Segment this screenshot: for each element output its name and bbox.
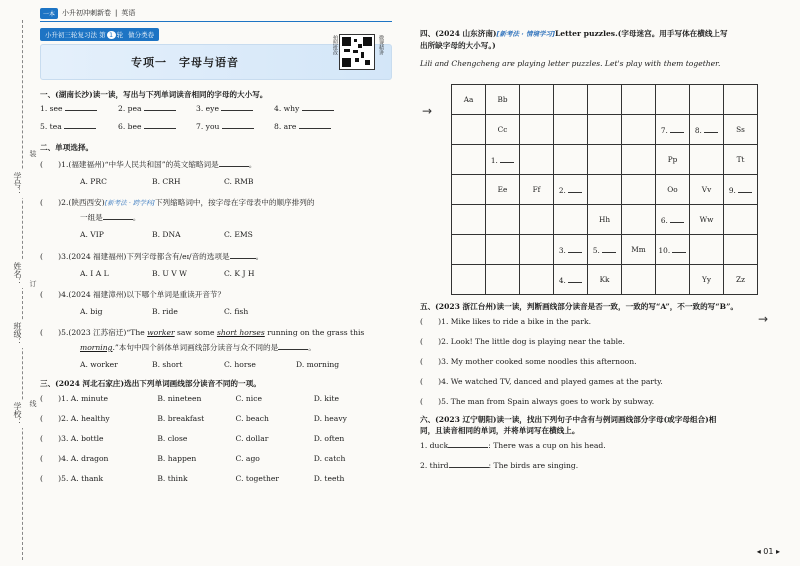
part1-item: 6. bee: [118, 118, 196, 136]
header-rule: [40, 21, 392, 22]
grid-cell: [690, 235, 724, 265]
grid-cell[interactable]: 4.: [554, 265, 588, 295]
grid-cell: [588, 175, 622, 205]
grid-cell: [452, 235, 486, 265]
binding-mark: 订: [29, 280, 37, 287]
question-2-3: ( )3.(2024 福建福州)下列字母都含有/eɪ/音的选项是 。: [40, 249, 392, 264]
part1-item: 8. are: [274, 118, 352, 136]
part1-item: 7. you: [196, 118, 274, 136]
grid-row: [452, 205, 758, 235]
options: A. PRC B. CRH C. RMB: [80, 177, 254, 186]
grid-cell[interactable]: 6.: [656, 205, 690, 235]
binding-mark: 线: [29, 400, 37, 407]
grid-cell: [520, 265, 554, 295]
grid-cell: [452, 175, 486, 205]
grid-cell: [724, 85, 758, 115]
part3-row: ( )3. A. bottle B. close C. dollar D. often: [40, 434, 345, 443]
grid-cell: [622, 115, 656, 145]
part1-row: [40, 118, 392, 136]
grid-cell: Cc: [486, 115, 520, 145]
grid-cell[interactable]: 3.: [554, 235, 588, 265]
answer-blank[interactable]: [738, 184, 752, 193]
part1-item: 4. why: [274, 100, 352, 118]
answer-blank[interactable]: [670, 214, 684, 223]
answer-blank[interactable]: [103, 210, 133, 220]
grid-cell: Mm: [622, 235, 656, 265]
grid-cell: Kk: [588, 265, 622, 295]
part5-item: ( )2. Look! The little dog is playing near the table.: [420, 337, 625, 346]
page-number: ◂ 01 ▸: [756, 547, 780, 556]
question-2-1: ( )1.(福建福州)“中华人民共和国”的英文缩略词是 。: [40, 157, 392, 172]
grid-cell: [622, 265, 656, 295]
grid-row: [452, 145, 758, 175]
grid-cell: [554, 85, 588, 115]
name-field-label: 姓名：: [13, 262, 22, 286]
grid-cell[interactable]: 8.: [690, 115, 724, 145]
answer-blank[interactable]: [65, 101, 97, 111]
options: A. worker B. short C. horse D. morning: [80, 360, 340, 369]
grid-cell[interactable]: 2.: [554, 175, 588, 205]
grid-cell: [588, 145, 622, 175]
question-2-5: ( )5.(2023 江苏宿迁)“The worker saw some short horses running on the grass this morning.”本句中四个斜体单词画线部分读音与众不同的是 。: [40, 328, 365, 352]
new-method-tag: [新考法 · 情境学习]: [496, 30, 555, 38]
grid-cell[interactable]: 1.: [486, 145, 520, 175]
part3-row: ( )4. A. dragon B. happen C. ago D. catch: [40, 454, 346, 463]
options: A. VIP B. DNA C. EMS: [80, 230, 253, 239]
part1-item: 3. eye: [196, 100, 274, 118]
grid-cell: [452, 205, 486, 235]
part3-row: ( )2. A. healthy B. breakfast C. beach D. heavy: [40, 414, 347, 423]
grid-cell: [588, 115, 622, 145]
grid-cell: [622, 175, 656, 205]
part3-row: ( )1. A. minute B. nineteen C. nice D. kite: [40, 394, 339, 403]
grid-cell: [554, 205, 588, 235]
qr-caption-left: 拍照批改: [332, 35, 338, 55]
grid-cell: [622, 205, 656, 235]
answer-blank[interactable]: [449, 458, 489, 468]
grid-row: [452, 85, 758, 115]
answer-blank[interactable]: [299, 119, 331, 129]
part5-item: ( )1. Mike likes to ride a bike in the park.: [420, 317, 591, 326]
grid-cell[interactable]: 9.: [724, 175, 758, 205]
qr-code-icon[interactable]: [339, 34, 375, 70]
grid-row: [452, 235, 758, 265]
grid-cell: Ss: [724, 115, 758, 145]
grid-cell: Hh: [588, 205, 622, 235]
cut-line: [22, 20, 23, 560]
part5-item: ( )5. The man from Spain always goes to work by subway.: [420, 397, 655, 406]
grid-cell: [690, 145, 724, 175]
review-method-tag: 小升初三轮复习法 第 1 轮 做分类卷: [40, 28, 159, 41]
grid-cell: [622, 85, 656, 115]
answer-blank[interactable]: [144, 101, 176, 111]
grid-cell: [486, 265, 520, 295]
grid-cell: Tt: [724, 145, 758, 175]
grid-row: [452, 115, 758, 145]
subject-label: 英语: [121, 9, 136, 17]
answer-blank[interactable]: [222, 119, 254, 129]
answer-blank[interactable]: [278, 340, 308, 350]
answer-blank[interactable]: [219, 157, 249, 167]
page-header: 一本 小升初冲刺新卷 | 英语: [40, 6, 392, 20]
grid-cell: [452, 265, 486, 295]
grid-cell: Vv: [690, 175, 724, 205]
grid-cell: Bb: [486, 85, 520, 115]
qr-caption-right: 微课精讲: [378, 35, 384, 55]
grid-cell: [452, 145, 486, 175]
grid-cell: [520, 235, 554, 265]
binding-mark: 装: [29, 150, 37, 157]
part6-title: 六、(2023 辽宁朝阳)读一读，找出下列句子中含有与例词画线部分字母(或字母组合)相 同，且读音相同的单词，并将单词写在横线上。: [420, 415, 717, 435]
answer-blank[interactable]: [221, 101, 253, 111]
answer-blank[interactable]: [568, 274, 582, 283]
new-method-tag: [新考法 · 跨学科]: [104, 199, 155, 207]
answer-blank[interactable]: [568, 244, 582, 253]
grid-cell: [690, 85, 724, 115]
grid-cell: Yy: [690, 265, 724, 295]
grid-cell: [520, 205, 554, 235]
part3-title: 三、(2024 河北石家庄)选出下列单词画线部分读音不同的一项。: [40, 379, 261, 388]
page-title: 专项一 字母与语音: [131, 56, 239, 69]
grid-cell: [452, 115, 486, 145]
answer-blank[interactable]: [602, 244, 616, 253]
grid-cell[interactable]: 7.: [656, 115, 690, 145]
options: A. I A L B. U V W C. K J H: [80, 269, 255, 278]
grid-cell: [554, 115, 588, 145]
answer-blank[interactable]: [672, 244, 686, 253]
answer-blank[interactable]: [230, 249, 256, 259]
grid-cell: [656, 85, 690, 115]
answer-blank[interactable]: [448, 438, 488, 448]
grid-cell: [724, 235, 758, 265]
grid-cell: [588, 85, 622, 115]
grid-cell: [486, 235, 520, 265]
grid-cell: Oo: [656, 175, 690, 205]
end-arrow-icon: →: [758, 312, 769, 326]
grid-cell: [520, 145, 554, 175]
letter-puzzle-grid: [451, 84, 758, 295]
answer-blank[interactable]: [302, 101, 334, 111]
part5-item: ( )4. We watched TV, danced and played games at the party.: [420, 377, 663, 386]
answer-blank[interactable]: [568, 184, 582, 193]
grid-cell: Ww: [690, 205, 724, 235]
left-column: [40, 6, 392, 562]
grid-cell: [656, 265, 690, 295]
answer-blank[interactable]: [500, 154, 514, 163]
part1-item: 5. tea: [40, 118, 118, 136]
answer-blank[interactable]: [64, 119, 96, 129]
brand-logo: 一本: [40, 8, 58, 19]
grid-cell: [520, 115, 554, 145]
question-2-2: ( )2.(陕西西安)[新考法 · 跨学科]下列缩略词中，按字母在字母表中的顺序排列的 一组是 。: [40, 198, 315, 222]
grid-cell: Aa: [452, 85, 486, 115]
part4-title: 四、(2024 山东济南)[新考法 · 情境学习]Letter puzzles.(字母迷宫。用手写体在横线上写 出所缺字母的大小写。): [420, 29, 728, 50]
school-field-label: 学校：: [13, 402, 22, 426]
class-field-label: 班级：: [13, 322, 22, 346]
start-arrow-icon: →: [422, 104, 433, 118]
round-number: 1: [107, 31, 116, 39]
grid-cell[interactable]: 5.: [588, 235, 622, 265]
grid-cell: Zz: [724, 265, 758, 295]
options: A. big B. ride C. fish: [80, 307, 249, 316]
grid-cell: [724, 205, 758, 235]
part1-item: 2. pea: [118, 100, 196, 118]
answer-blank[interactable]: [144, 119, 176, 129]
grid-row: [452, 175, 758, 205]
answer-blank[interactable]: [704, 124, 718, 133]
binding-margin: [10, 20, 38, 560]
part1-item: 1. see: [40, 100, 118, 118]
part5-title: 五、(2023 浙江台州)读一读，判断画线部分读音是否一致，一致的写“A”，不一致的写“B”。: [420, 302, 739, 311]
part4-intro: Lili and Chengcheng are playing letter puzzles. Let's play with them together.: [420, 59, 721, 68]
grid-cell: Ee: [486, 175, 520, 205]
part6-item: 1. duck : There was a cup on his head.: [420, 436, 790, 456]
grid-cell: Pp: [656, 145, 690, 175]
grid-cell: [554, 145, 588, 175]
id-field-label: 学号：: [13, 172, 22, 196]
part3-row: ( )5. A. thank B. think C. together D. teeth: [40, 474, 345, 483]
part1-title: 一、(湖南长沙)读一读，写出与下列单词读音相同的字母的大小写。: [40, 90, 268, 99]
grid-cell: [486, 205, 520, 235]
right-column: [420, 6, 790, 562]
part5-item: ( )3. My mother cooked some noodles this afternoon.: [420, 357, 637, 366]
book-title: 小升初冲刺新卷: [62, 9, 112, 17]
part6-item: 2. third : The birds are singing.: [420, 456, 790, 476]
part2-title: 二、单项选择。: [40, 143, 94, 152]
answer-blank[interactable]: [670, 124, 684, 133]
grid-cell: Ff: [520, 175, 554, 205]
question-2-4: ( )4.(2024 福建漳州)以下哪个单词是重读开音节？: [40, 290, 226, 299]
grid-row: [452, 265, 758, 295]
part1-row: [40, 100, 392, 118]
grid-cell: [520, 85, 554, 115]
grid-cell: [622, 145, 656, 175]
grid-cell[interactable]: 10.: [656, 235, 690, 265]
